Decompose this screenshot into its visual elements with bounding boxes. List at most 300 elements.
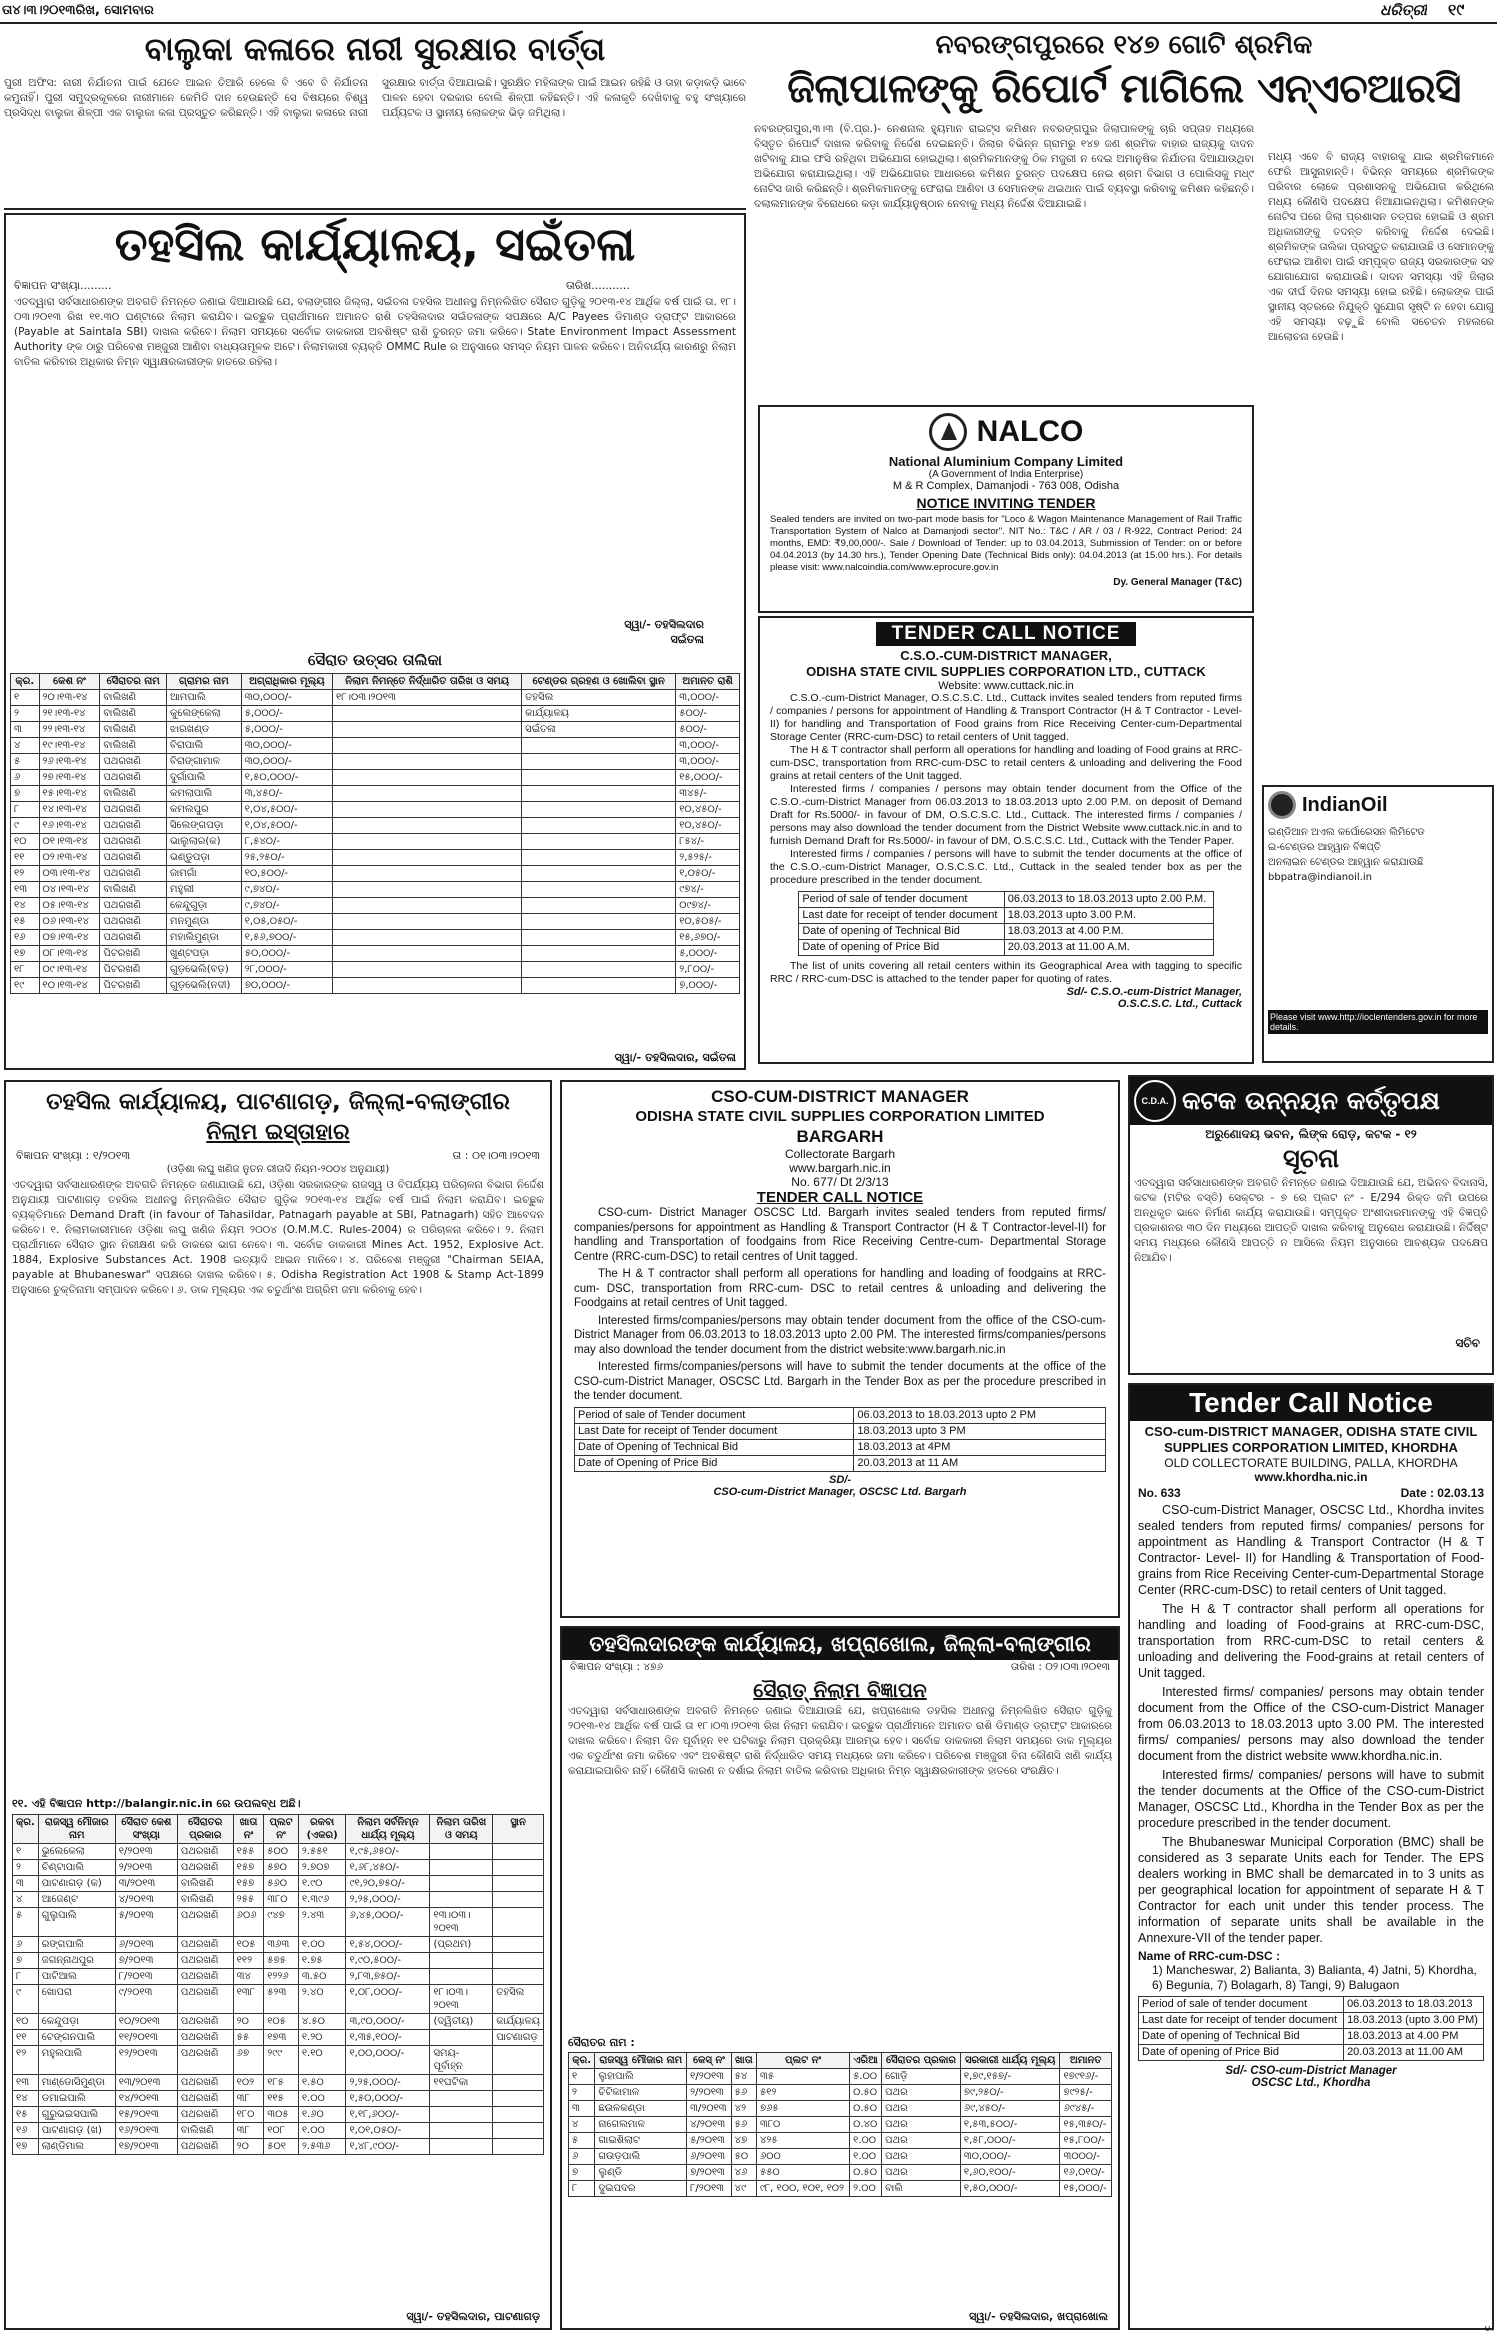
- sainthala-table-cell: [333, 946, 522, 962]
- sainthala-table-cell: ବାଲିଖଣି: [100, 738, 167, 754]
- sainthala-table-cell: [522, 850, 676, 866]
- sainthala-table-cell: ପଥରଖଣି: [100, 802, 167, 818]
- sainthala-table-header-cell: ଟେଣ୍ଡର ଗ୍ରହଣ ଓ ଖୋଲିବା ସ୍ଥାନ: [522, 674, 676, 690]
- patnagarh-table-cell: ୩୦୫: [264, 2107, 299, 2123]
- patnagarh-table-cell: ୫୨୩: [264, 1985, 299, 2014]
- patnagarh-table-cell: ସମୟ- ପୂର୍ବାହ୍ନ: [430, 2046, 493, 2075]
- khaprakhol-table-cell: ୦.୪୦: [850, 2117, 882, 2133]
- patnagarh-table-cell: ୭/୨୦୧୩: [115, 1953, 177, 1969]
- patnagarh-table-cell: [493, 1876, 544, 1892]
- patnagarh-table-cell: ୧,୩୫,୧୦୦/-: [346, 2030, 430, 2046]
- sainthala-table-cell: ୧୭: [11, 946, 40, 962]
- sainthala-signature: ସ୍ୱା/- ତହସିଲଦାର ସଇଁତଳା: [624, 618, 704, 646]
- khaprakhol-table-cell: ୧୫,୮୦୦/-: [1060, 2133, 1112, 2149]
- tender-cuttack-org: C.S.O.-CUM-DISTRICT MANAGER, ODISHA STATE CIVIL SUPPLIES CORPORATION LTD., CUTTACK: [806, 648, 1206, 679]
- patnagarh-table-cell: ୨୦: [233, 2014, 264, 2030]
- patnagarh-table-cell: ୮/୨୦୧୩: [115, 1969, 177, 1985]
- sainthala-table-cell: ୫: [11, 754, 40, 770]
- sainthala-table-cell: [333, 850, 522, 866]
- sainthala-table-cell: [522, 914, 676, 930]
- header-rule: [0, 22, 1497, 24]
- khaprakhol-table-cell: ୪୭: [731, 2133, 756, 2149]
- sainthala-table-cell: [522, 898, 676, 914]
- patnagarh-table-cell: କେନ୍ଦୁପଡ଼ା: [38, 2014, 115, 2030]
- patnagarh-table-cell: [493, 1860, 544, 1876]
- sainthala-table-cell: ୨୬।୧୩-୧୪: [39, 754, 100, 770]
- khaprakhol-table-cell: ୭୯୨୫/-: [1060, 2085, 1112, 2101]
- sainthala-table-cell: ୩: [11, 722, 40, 738]
- header-brand: ଧରିତ୍ରୀ: [1380, 1, 1427, 19]
- patnagarh-table-cell: ୧,୦୧,୦୫୦/-: [346, 2123, 430, 2139]
- patnagarh-table-row: [13, 1844, 544, 1860]
- bargarh-title3: BARGARH: [796, 1127, 884, 1146]
- patnagarh-table-cell: ୬୭: [233, 2046, 264, 2075]
- khaprakhol-table-cell: ୫୪: [731, 2069, 756, 2085]
- indianoil-notice: [1262, 785, 1494, 1063]
- sainthala-table-cell: ୧୫: [11, 914, 40, 930]
- patnagarh-table-cell: (ଦ୍ୱିତୀୟ): [430, 2014, 493, 2030]
- patnagarh-table-header-cell: ଖାତା ନଂ: [233, 1815, 264, 1844]
- sainthala-table-header-cell: କ୍ର.: [11, 674, 40, 690]
- cuttack-schedule-row: [799, 908, 1213, 924]
- khaprakhol-table-cell: ୧,୬୦,୧୦୦/-: [960, 2165, 1060, 2181]
- patnagarh-table-row: [13, 1908, 544, 1937]
- khaprakhol-table-header-cell: ଏରିଆ: [850, 2053, 882, 2069]
- sainthala-table: [10, 673, 740, 994]
- sainthala-table-cell: ଦୁର୍ଗାପାଲି: [167, 770, 242, 786]
- khaprakhol-table: [568, 2052, 1112, 2197]
- sainthala-table-cell: ୦୬।୧୩-୧୪: [39, 914, 100, 930]
- tender-cuttack-website: Website: www.cuttack.nic.in: [938, 680, 1074, 692]
- cuttack-schedule-cell: Date of opening of Price Bid: [799, 940, 1004, 956]
- patnagarh-table-cell: ୨୦: [233, 2139, 264, 2155]
- patnagarh-table-cell: [493, 2107, 544, 2123]
- sainthala-table-cell: ୫,୦୦୦/-: [676, 946, 740, 962]
- sainthala-table-cell: ବାଲିଖଣି: [100, 706, 167, 722]
- khaprakhol-table-cell: ୩୦,୦୦୦/-: [960, 2149, 1060, 2165]
- sainthala-table-cell: ୦୪।୧୩-୧୪: [39, 882, 100, 898]
- tender-cuttack-title: TENDER CALL NOTICE: [876, 622, 1137, 646]
- sainthala-table-cell: ୧,୦୫,୦୫୦/-: [241, 914, 332, 930]
- patnagarh-table-header-cell: ସୈରାତ କେଶ ସଂଖ୍ୟା: [115, 1815, 177, 1844]
- sainthala-table-cell: ୫,୦୦୦/-: [241, 722, 332, 738]
- patnagarh-table-cell: ଆଜେଣ୍ଟ: [38, 1892, 115, 1908]
- patnagarh-table-cell: ୯/୨୦୧୩: [115, 1985, 177, 2014]
- sainthala-table-cell: ୧୪।୧୩-୧୪: [39, 802, 100, 818]
- sainthala-table-cell: [333, 706, 522, 722]
- khordha-p5: The Bhubaneswar Municipal Corporation (BMC) shall be considered as 3 separate Units each for Tender. The EPS dealers working in BMC shall be demarcated in to 3 units as per geographical location for appointment of separate H & T Contractor for each unit under this tender process. The information of separate units shall be available in the Annexure-VII of the tender paper.: [1138, 1835, 1484, 1945]
- sainthala-table-cell: ୧,୦୫୦/-: [676, 866, 740, 882]
- indianoil-lines: ଇଣ୍ଡିଆନ ଅଏଲ କର୍ପୋରେସନ ଲିମିଟେଡ ଇ-ଟେଣ୍ଡର ଆହ୍ୱାନ ବିଜ୍ଞପ୍ତି ଅନଲାଇନ ଟେଣ୍ଡର ଆହ୍ୱାନ କରାଯାଉଛି bbpatra@indianoil.in: [1268, 827, 1425, 883]
- khaprakhol-table-cell: ୫୬: [731, 2085, 756, 2101]
- khaprakhol-table-cell: ୯୮, ୧୦୦, ୧୦୧, ୧୦୨: [756, 2181, 849, 2197]
- sainthala-table-cell: [333, 754, 522, 770]
- patnagarh-table-cell: ୩୪: [233, 1969, 264, 1985]
- patnagarh-table-row: [13, 1953, 544, 1969]
- patnagarh-table-cell: [493, 2046, 544, 2075]
- bargarh-notice-title: TENDER CALL NOTICE: [756, 1189, 924, 1206]
- sainthala-table-cell: କୁଲେଙ୍କେଲା: [167, 706, 242, 722]
- footer-mark: 07: [1484, 2326, 1495, 2333]
- sainthala-table-cell: ପିଟରଖଣି: [100, 962, 167, 978]
- khaprakhol-table-row: [569, 2101, 1112, 2117]
- khaprakhol-table-cell: ୩୮୦: [756, 2117, 849, 2133]
- patnagarh-table-cell: ୧.୯୦: [298, 1876, 346, 1892]
- sainthala-table-row: [11, 930, 740, 946]
- patnagarh-table-row: [13, 2139, 544, 2155]
- patnagarh-table-cell: ୧,୬୮,୪୫୦/-: [346, 1860, 430, 1876]
- sainthala-table-cell: ୭: [11, 786, 40, 802]
- sainthala-table-cell: [333, 786, 522, 802]
- patnagarh-table-header-cell: ସ୍ଥାନ: [493, 1815, 544, 1844]
- khordha-p3: Interested firms/ companies/ persons may obtain tender document from the Office of the CSO-cum-District Manager from 06.03.2013 to 18.03.2013 upto 3.00 PM. The interested firms/ companies/ persons may also download the tender document from the district website www.khordha.nic.in.: [1138, 1685, 1484, 1763]
- sainthala-table-cell: ଗୁଡ଼ଭେଲି(ବଡ଼): [167, 962, 242, 978]
- sainthala-table-cell: ୧୦,୫୦୦/-: [241, 866, 332, 882]
- bargarh-schedule-cell: 18.03.2013 upto 3 PM: [854, 1423, 1106, 1439]
- sainthala-table-cell: [522, 818, 676, 834]
- patnagarh-table-cell: ୧୭: [13, 2139, 39, 2155]
- patnagarh-table-cell: ୪/୨୦୧୩: [115, 1892, 177, 1908]
- khaprakhol-sign: ସ୍ୱା/- ତହସିଲଦାର, ଖପ୍ରାଖୋଲ: [969, 2310, 1108, 2323]
- khordha-org: CSO-cum-DISTRICT MANAGER, ODISHA STATE CIVIL SUPPLIES CORPORATION LIMITED, KHORDHA: [1144, 1424, 1478, 1455]
- sainthala-table-row: [11, 738, 740, 754]
- patnagarh-table-cell: ପଥରଖଣି: [177, 1985, 233, 2014]
- khaprakhol-table-row: [569, 2149, 1112, 2165]
- sainthala-table-cell: କମଲପୁର: [167, 802, 242, 818]
- sainthala-table-cell: ସଇଁତଳା: [522, 722, 676, 738]
- sainthala-table-cell: ବାଲିଖଣି: [100, 882, 167, 898]
- patnagarh-table-cell: ୧.୫୦: [298, 2075, 346, 2091]
- khaprakhol-table-cell: ପଥର: [882, 2133, 961, 2149]
- sainthala-notice: [4, 213, 746, 1070]
- patnagarh-date: ତା : ୦୧।୦୩।୨୦୧୩: [452, 1149, 540, 1162]
- bargarh-p4: Interested firms/companies/persons will have to submit the tender documents at the office of the CSO-cum-District Manager, OSCSC Ltd. Bargarh in the Tender Box as per the procedure prescribed in the tender document.: [574, 1361, 1106, 1402]
- patnagarh-table-cell: ୧,୫୪,୦୦୦/-: [346, 1937, 430, 1953]
- khaprakhol-ref: ବିଜ୍ଞାପନ ସଂଖ୍ୟା : ୪୭୬: [570, 1661, 664, 1673]
- patnagarh-table-cell: ୧,୯୫,୬୫୦/-: [346, 1844, 430, 1860]
- sainthala-title: ତହସିଲ କାର୍ଯ୍ୟାଳୟ, ସଇଁତଳା: [114, 217, 636, 271]
- sainthala-table-cell: ୩,୦୦୦/-: [676, 754, 740, 770]
- patnagarh-table-cell: ଗୁରୁଭଇସପାଲି: [38, 2107, 115, 2123]
- patnagarh-table-cell: ୧୨: [13, 2046, 39, 2075]
- patnagarh-table-cell: ୨୫୫: [233, 1892, 264, 1908]
- right-column-article: ମଧ୍ୟ ଏବେ ବି ରାଜ୍ୟ ବାହାରକୁ ଯାଇ ଶ୍ରମିକମାନେ ଫେରି ଆସୁନାହାନ୍ତି। ବିଭିନ୍ନ ସମୟରେ ଶ୍ରମିକଙ୍କ ପରିବାର ଲୋକେ ପ୍ରଶାସନକୁ ଅଭିଯୋଗ କରିଥିଲେ ମଧ୍ୟ କୌଣସି ପଦକ୍ଷେପ ନିଆଯାଇନଥିଲା। କମିଶନଙ୍କ ନୋଟିସ ପରେ ଜିଲା ପ୍ରଶାସନ ତତ୍ପର ହୋଇଛି ଓ ଶ୍ରମ ଅଧିକାରୀଙ୍କୁ ତଦନ୍ତ କରିବାକୁ ନିର୍ଦ୍ଦେଶ ଦେଇଛି। ଶ୍ରମିକଙ୍କ ତାଲିକା ପ୍ରସ୍ତୁତ କରାଯାଉଛି ଓ ସେମାନଙ୍କୁ ଫେରାଇ ଆଣିବା ପାଇଁ ସମ୍ପୃକ୍ତ ରାଜ୍ୟ ସରକାରଙ୍କ ସହ ଯୋଗାଯୋଗ କରାଯାଉଛି। ଦାଦନ ସମସ୍ୟା ଏହି ଜିଲାର ଏକ ଦୀର୍ଘ ଦିନର ସମସ୍ୟା ହୋଇ ରହିଛି। ଲୋକଙ୍କ ପାଇଁ ସ୍ଥାନୀୟ ସ୍ତରରେ ନିଯୁକ୍ତି ସୁଯୋଗ ସୃଷ୍ଟି ନ ହେବା ଯୋଗୁ ଏହି ସମସ୍ୟା ବଢ଼ୁଛି ବୋଲି ସଚେତନ ମହଲରେ ଆଲୋଚନା ହେଉଛି।: [1268, 151, 1494, 343]
- patnagarh-table-cell: ଲାଣ୍ଡିମାଲ: [38, 2139, 115, 2155]
- cuttack-schedule-cell: 18.03.2013 at 4.00 P.M.: [1004, 924, 1213, 940]
- khaprakhol-table-row: [569, 2117, 1112, 2133]
- sainthala-table-cell: ୦୧।୧୩-୧୪: [39, 834, 100, 850]
- sainthala-table-cell: ୨,୫୨୫/-: [676, 850, 740, 866]
- sainthala-table-header-cell: ନିଲାମ ନିମନ୍ତେ ନିର୍ଦ୍ଧାରିତ ତାରିଖ ଓ ସମୟ: [333, 674, 522, 690]
- patnagarh-table-cell: ୯: [13, 1985, 39, 2014]
- patnagarh-table-cell: ୨.୭୦୭: [298, 1860, 346, 1876]
- sainthala-table-cell: ୧୫,୬୭୦/-: [676, 930, 740, 946]
- patnagarh-table-header-cell: ନିଲାମ ତାରିଖ ଓ ସମୟ: [430, 1815, 493, 1844]
- khordha-schedule-cell: 18.03.2013 (upto 3.00 PM): [1344, 2013, 1484, 2029]
- sainthala-table-cell: [333, 882, 522, 898]
- patnagarh-table-cell: [493, 1892, 544, 1908]
- patnagarh-table: [12, 1814, 544, 2155]
- patnagarh-table-cell: ୧୦୮: [264, 2123, 299, 2139]
- sainthala-table-cell: ୨: [11, 706, 40, 722]
- sainthala-table-cell: [333, 834, 522, 850]
- khordha-rrc-list: 1) Mancheswar, 2) Balianta, 3) Balianta, 4) Jatni, 5) Khordha, 6) Begunia, 7) Bolagarh, 8) Tangi, 9) Balugaon: [1152, 1963, 1477, 1992]
- sainthala-ref: ବିଜ୍ଞାପନ ସଂଖ୍ୟା.........: [14, 279, 112, 292]
- khaprakhol-table-header-cell: ଅମାନତ: [1060, 2053, 1112, 2069]
- sainthala-table-cell: ପିଟରଖଣି: [100, 978, 167, 994]
- patnagarh-table-cell: ୪: [13, 1892, 39, 1908]
- bargarh-title1: CSO-CUM-DISTRICT MANAGER: [711, 1087, 969, 1106]
- patnagarh-table-cell: [430, 2091, 493, 2107]
- sainthala-table-cell: ୧୦,୪୫୦/-: [676, 802, 740, 818]
- patnagarh-table-cell: ୧୮୫: [264, 2075, 299, 2091]
- khaprakhol-table-row: [569, 2133, 1112, 2149]
- bargarh-notice: [560, 1080, 1120, 1618]
- khordha-schedule-cell: Last date for receipt of tender document: [1139, 2013, 1344, 2029]
- khordha-title: Tender Call Notice: [1130, 1385, 1492, 1421]
- khaprakhol-table-cell: ଦୁଇପଦର: [595, 2181, 687, 2197]
- patnagarh-table-cell: ୨.୫୫୧: [298, 1844, 346, 1860]
- patnagarh-table-cell: ୧,୧୮,୬୦୦/-: [346, 2107, 430, 2123]
- patnagarh-table-row: [13, 1876, 544, 1892]
- sainthala-table-cell: ବାଲିଖଣି: [100, 690, 167, 706]
- patnagarh-table-cell: ଜଗନ୍ନାଥପୁର: [38, 1953, 115, 1969]
- sainthala-table-cell: ପଥରଖଣି: [100, 754, 167, 770]
- sainthala-table-cell: ମନମୁଣ୍ଡା: [167, 914, 242, 930]
- khaprakhol-table-cell: ୪୨: [731, 2101, 756, 2117]
- page-header: [0, 0, 1497, 22]
- khordha-schedule-cell: 06.03.2013 to 18.03.2013: [1344, 1997, 1484, 2013]
- patnagarh-table-cell: [493, 2075, 544, 2091]
- sainthala-table-header-cell: ଗ୍ରାମର ନାମ: [167, 674, 242, 690]
- bargarh-p3: Interested firms/companies/persons may obtain tender document from the office of the CSO-cum- District Manager from 06.03.2013 to 18.03.2013 upto 2.00 PM. The interested firms/companies/persons may also download the tender document from the district website:www.bargarh.nic.in: [574, 1314, 1106, 1356]
- sainthala-table-row: [11, 946, 740, 962]
- patnagarh-table-cell: ୧୦୫: [233, 1937, 264, 1953]
- sainthala-table-cell: ୧,୦୪,୫୦୦/-: [241, 818, 332, 834]
- sainthala-table-row: [11, 866, 740, 882]
- patnagarh-table-cell: ୧୮।୦୩।୨୦୧୩: [430, 1985, 493, 2014]
- khordha-address: OLD COLLECTORATE BUILDING, PALLA, KHORDHA: [1164, 1456, 1458, 1470]
- sainthala-table-cell: [522, 770, 676, 786]
- khordha-schedule-cell: Date of opening of Technical Bid: [1139, 2029, 1344, 2045]
- patnagarh-table-cell: ୨.୪୦: [298, 1985, 346, 2014]
- patnagarh-table-cell: ୧୫: [13, 2107, 39, 2123]
- sainthala-table-cell: ପଥରଖଣି: [100, 866, 167, 882]
- nalco-body: Sealed tenders are invited on two-part mode basis for "Loco & Wagon Maintenance Management of Rail Traffic Transportation System of Nalco at Damanjodi sector". NIT No.: T&C / AR / 03 / R-922, Contract Period: 24 months, EMD: ₹9,00,000/-. Sale / Download of Tender: up to 03.04.2013, Submission of Tender: on or before 04.04.2013 (by 14.30 hrs.), Tender Opening Date (Technical Bids only): 04.04.2013 (at 15.00 hrs.). For details please visit: www.nalcoindia.com/www.eprocure.gov.in: [770, 514, 1242, 573]
- khaprakhol-table-cell: ୪/୨୦୧୩: [687, 2117, 732, 2133]
- sainthala-table-cell: ୧୦: [11, 834, 40, 850]
- patnagarh-table-cell: ପଥରଖଣି: [177, 1844, 233, 1860]
- sainthala-table-cell: ୦୫।୧୩-୧୪: [39, 898, 100, 914]
- sainthala-table-row: [11, 914, 740, 930]
- patnagarh-table-header-cell: ରକବା (ଏକର): [298, 1815, 346, 1844]
- patnagarh-table-cell: ୧୮୦: [233, 2107, 264, 2123]
- sainthala-table-cell: [522, 802, 676, 818]
- patnagarh-table-cell: [430, 2107, 493, 2123]
- patnagarh-table-cell: [493, 1844, 544, 1860]
- sainthala-table-cell: ୦୭।୧୩-୧୪: [39, 930, 100, 946]
- tender-cuttack-p4: Interested firms / companies / persons will have to submit the tender documents at the office of the C.S.O.-cum-District Manager, O.S.C.S.C. Ltd., Cuttack in the sealed tender box as per the procedure prescribed in the tender document.: [770, 848, 1242, 886]
- sainthala-table-cell: ବିରାଙ୍ଗାମାଳ: [167, 754, 242, 770]
- patnagarh-table-cell: ୪.୫୦: [298, 2014, 346, 2030]
- khordha-schedule-cell: 18.03.2013 at 4.00 PM: [1344, 2029, 1484, 2045]
- sainthala-table-cell: [522, 786, 676, 802]
- patnagarh-table-cell: ଚିଣ୍ଟାପାଲି: [38, 1860, 115, 1876]
- sainthala-table-cell: ୩୦,୦୦୦/-: [241, 738, 332, 754]
- patnagarh-table-row: [13, 1937, 544, 1953]
- sainthala-table-cell: ଭାଲୁଲାର(କ): [167, 834, 242, 850]
- patnagarh-table-cell: ୩୮୦: [264, 1892, 299, 1908]
- patnagarh-table-cell: ୨,୮୩,୭୫୦/-: [346, 1969, 430, 1985]
- khaprakhol-table-cell: ପଥର: [882, 2101, 961, 2117]
- patnagarh-table-cell: [430, 1892, 493, 1908]
- khaprakhol-table-cell: ୦.୫୦: [850, 2165, 882, 2181]
- khaprakhol-table-cell: ୩: [569, 2101, 595, 2117]
- khordha-notice: [1128, 1383, 1494, 2330]
- sainthala-table-cell: [522, 738, 676, 754]
- patnagarh-table-cell: [430, 1860, 493, 1876]
- patnagarh-table-cell: ୧୬: [13, 2123, 39, 2139]
- khordha-rrc-title: Name of RRC-cum-DSC :: [1138, 1949, 1281, 1963]
- bargarh-schedule-cell: Date of Opening of Price Bid: [575, 1455, 854, 1471]
- patnagarh-table-cell: ତହସିଲ: [493, 1985, 544, 2014]
- sainthala-table-cell: ୫୦,୦୦୦/-: [241, 946, 332, 962]
- patnagarh-table-cell: ୧୩।୦୩।୨୦୧୩: [430, 1908, 493, 1937]
- cda-body: ଏତଦ୍ୱାରା ସର୍ବସାଧାରଣଙ୍କ ଅବଗତି ନିମନ୍ତେ ଜଣାଇ ଦିଆଯାଉଛି ଯେ, ଅଭିନବ ବିଦାନାସି, କଟକ (ମଟିର ବସ୍ତି) ସେକ୍ଟର - ୭ ରେ ପ୍ଲଟ ନଂ - E/294 ରିକ୍ତ ଜମି ଉପରେ ଅନଧିକୃତ ଭାବେ ନିର୍ମାଣ କାର୍ଯ୍ୟ କରାଯାଉଛି। ସମ୍ପୃକ୍ତ ଅଂଶୀଦାରମାନଙ୍କୁ ଏହି ବିଜ୍ଞପ୍ତି ପ୍ରକାଶନର ୩୦ ଦିନ ମଧ୍ୟରେ ଆପତ୍ତି ଦାଖଲ କରିବାକୁ ଅନୁରୋଧ କରାଯାଉଛି। ନିର୍ଦ୍ଦିଷ୍ଟ ସମୟ ମଧ୍ୟରେ କୌଣସି ଆପତ୍ତି ନ ଆସିଲେ ନିୟମ ଅନୁସାରେ ଆବଶ୍ୟକ ପଦକ୍ଷେପ ନିଆଯିବ।: [1134, 1177, 1488, 1264]
- sainthala-table-cell: ପଥରଖଣି: [100, 930, 167, 946]
- bargarh-schedule-row: [575, 1407, 1106, 1423]
- patnagarh-title: ତହସିଲ କାର୍ଯ୍ୟାଳୟ, ପାଟଣାଗଡ଼, ଜିଲ୍ଲା-ବଲାଙ୍ଗୀର: [46, 1089, 510, 1115]
- sainthala-table-cell: ୨୭।୧୩-୧୪: [39, 770, 100, 786]
- khaprakhol-table-cell: ୬/୨୦୧୩: [687, 2149, 732, 2165]
- sainthala-table-cell: ୩,୦୦୦/-: [676, 738, 740, 754]
- cuttack-schedule-row: [799, 940, 1213, 956]
- khordha-schedule-row: [1139, 2045, 1484, 2061]
- sainthala-table-cell: [333, 962, 522, 978]
- cuttack-schedule-cell: Date of opening of Technical Bid: [799, 924, 1004, 940]
- patnagarh-table-cell: ୧.୨୦: [298, 2030, 346, 2046]
- sainthala-table-cell: କାର୍ଯ୍ୟାଳୟ: [522, 706, 676, 722]
- khaprakhol-table-cell: ୧୬,୦୧୦/-: [1060, 2165, 1112, 2181]
- sainthala-table-cell: ୨,୮୦୦/-: [676, 962, 740, 978]
- patnagarh-table-row: [13, 2107, 544, 2123]
- sainthala-table-cell: ୯,୭୪୦/-: [241, 898, 332, 914]
- patnagarh-ref: ବିଜ୍ଞାପନ ସଂଖ୍ୟା : ୧/୨୦୧୩: [16, 1149, 131, 1162]
- sainthala-table-cell: ପଥରଖଣି: [100, 770, 167, 786]
- patnagarh-table-row: [13, 2046, 544, 2075]
- nalco-company-sub: (A Government of India Enterprise): [928, 469, 1084, 480]
- patnagarh-table-cell: ୧୧: [13, 2030, 39, 2046]
- khaprakhol-table-cell: ଲୁହାପାଲି: [595, 2069, 687, 2085]
- bargarh-schedule-cell: 06.03.2013 to 18.03.2013 upto 2 PM: [854, 1407, 1106, 1423]
- sainthala-table-cell: ୨୧।୧୩-୧୪: [39, 706, 100, 722]
- khaprakhol-table-header-cell: ଖାତା: [731, 2053, 756, 2069]
- patnagarh-table-cell: ୧୫୫: [233, 1844, 264, 1860]
- khaprakhol-table-cell: ୨: [569, 2085, 595, 2101]
- patnagarh-notice: [4, 1080, 552, 2330]
- patnagarh-body: ଏତଦ୍ୱାରା ସର୍ବସାଧାରଣଙ୍କ ଅବଗତି ନିମନ୍ତେ ଜଣାଯାଉଛି ଯେ, ଓଡ଼ିଶା ସରକାରଙ୍କ ରାଜସ୍ୱ ଓ ବିପର୍ଯ୍ୟୟ ପରିଚାଳନା ବିଭାଗ ନିର୍ଦ୍ଦେଶ ଅନୁଯାୟୀ ପାଟଣାଗଡ଼ ତହସିଲ ଅଧୀନସ୍ଥ ନିମ୍ନଲିଖିତ ସୈରାତ ଗୁଡ଼ିକ ୨୦୧୩-୧୪ ଆର୍ଥିକ ବର୍ଷ ପାଇଁ ନିଲାମ କରାଯିବ। ଇଚ୍ଛୁକ ବ୍ୟକ୍ତିମାନେ Demand Draft (in favour of Tahasildar, Patnagarh payable at SBI, Patnagarh) ସହିତ ଆବେଦନ କରିବେ। ୧. ନିଲାମକାରୀମାନେ ଓଡ଼ିଶା ଲଘୁ ଖଣିଜ ନିୟମ ୨୦୦୪ (O.M.M.C. Rules-2004) ର ପରିଚାଳନା କରିବେ। ୨. ନିଲାମ ପ୍ରାର୍ଥୀମାନେ ସୈରାତ ସ୍ଥାନ ନିରୀକ୍ଷଣ କରି ଡାକରେ ଭାଗ ନେବେ। ୩. ସର୍ବୋଚ୍ଚ ଡାକକାରୀ Mines Act. 1952, Explosive Act. 1884, Explosive Substances Act. 1908 ଇତ୍ୟାଦି ଆଇନ ମାନିବେ। ୪. ପରିବେଶ ମଞ୍ଜୁରୀ "Chairman SEIAA, payable at Bhubaneswar" ସପକ୍ଷରେ ଦାଖଲ କରିବେ। ୫. Odisha Registration Act 1908 & Stamp Act-1899 ଅନୁସାରେ ଚୁକ୍ତିନାମା ସମ୍ପାଦନ କରିବେ। ୬. ଡାକ ମୂଲ୍ୟର ଏକ ଚତୁର୍ଥାଂଶ ଅଗ୍ରିମ ଜମା କରିବାକୁ ହେବ।: [12, 1179, 544, 1296]
- patnagarh-table-header-cell: ନିଲାମ ସର୍ବନିମ୍ନ ଧାର୍ଯ୍ୟ ମୂଲ୍ୟ: [346, 1815, 430, 1844]
- khordha-schedule-cell: 20.03.2013 at 11.00 AM: [1344, 2045, 1484, 2061]
- cuttack-schedule-cell: 20.03.2013 at 11.00 A.M.: [1004, 940, 1213, 956]
- khaprakhol-table-cell: ୧,୫୩,୫୦୦/-: [960, 2117, 1060, 2133]
- patnagarh-table-cell: ପଥରଖଣି: [177, 2014, 233, 2030]
- patnagarh-table-row: [13, 2014, 544, 2030]
- tender-cuttack-schedule: [798, 891, 1213, 956]
- sainthala-table-cell: ଗୁଡ଼ଭେଲି(ନଦୀ): [167, 978, 242, 994]
- sainthala-table-cell: ୩,୪୫୦/-: [241, 786, 332, 802]
- sainthala-table-cell: ୧୩: [11, 882, 40, 898]
- patnagarh-table-cell: [493, 1937, 544, 1953]
- sainthala-table-cell: ତହସିଲ: [522, 690, 676, 706]
- patnagarh-table-cell: ୮: [13, 1969, 39, 1985]
- khaprakhol-title: ତହସିଲଦାରଙ୍କ କାର୍ଯ୍ୟାଳୟ, ଖପ୍ରାଖୋଲ, ଜିଲ୍ଲା-ବଲାଙ୍ଗୀର: [562, 1628, 1118, 1660]
- khaprakhol-table-cell: ୧୭୯୧୬/-: [1060, 2069, 1112, 2085]
- indianoil-site: Please visit www.http://ioclentenders.gov.in for more details.: [1268, 1010, 1488, 1034]
- patnagarh-table-header-cell: ସୈରାତର ପ୍ରକାର: [177, 1815, 233, 1844]
- khaprakhol-table-header-cell: ପ୍ଲଟ ନଂ: [756, 2053, 849, 2069]
- sainthala-table-cell: ବିରାପାଲି: [167, 738, 242, 754]
- patnagarh-table-header-cell: କ୍ର.: [13, 1815, 39, 1844]
- patnagarh-table-cell: ୬: [13, 1937, 39, 1953]
- sainthala-table-cell: ୦୩।୧୩-୧୪: [39, 866, 100, 882]
- khaprakhol-table-header-cell: କ୍ର.: [569, 2053, 595, 2069]
- patnagarh-table-cell: ବାଲିଖଣି: [177, 1892, 233, 1908]
- khordha-sign: Sd/- CSO-cum-District Manager OSCSC Ltd., Khordha: [1225, 2065, 1397, 2089]
- khaprakhol-table-cell: ବାଲି: [882, 2181, 961, 2197]
- patnagarh-table-cell: ପଥରଖଣି: [177, 1953, 233, 1969]
- patnagarh-table-cell: ୧୨୨୬: [264, 1969, 299, 1985]
- sainthala-table-cell: ୧,୦୪,୫୦୦/-: [241, 802, 332, 818]
- patnagarh-table-cell: ୧.୭୫: [298, 1953, 346, 1969]
- sainthala-table-cell: [522, 978, 676, 994]
- patnagarh-table-cell: ପଥରଖଣି: [177, 2075, 233, 2091]
- patnagarh-table-cell: ପାଟଣାଗଡ଼: [493, 2030, 544, 2046]
- patnagarh-table-cell: ୭: [13, 1953, 39, 1969]
- khaprakhol-table-cell: ୫୫୦: [756, 2165, 849, 2181]
- patnagarh-table-row: [13, 2123, 544, 2139]
- patnagarh-table-cell: ୧୭/୨୦୧୩: [115, 2139, 177, 2155]
- patnagarh-table-cell: ପଥରଖଣି: [177, 2030, 233, 2046]
- patnagarh-table-cell: ୧.୦୦: [298, 2123, 346, 2139]
- sainthala-table-row: [11, 834, 740, 850]
- sainthala-table-cell: ୧୯: [11, 978, 40, 994]
- patnagarh-table-cell: ୧.୦୦: [298, 1937, 346, 1953]
- sainthala-table-cell: ୧୬।୧୩-୧୪: [39, 818, 100, 834]
- khaprakhol-table-cell: ୧: [569, 2069, 595, 2085]
- patnagarh-table-cell: ୨.୫୩୬: [298, 2139, 346, 2155]
- bargarh-schedule: [574, 1407, 1106, 1472]
- sainthala-table-row: [11, 706, 740, 722]
- sainthala-table-cell: ୧୯।୧୩-୧୪: [39, 738, 100, 754]
- khaprakhol-table-cell: ୫୬: [731, 2117, 756, 2133]
- bargarh-website: www.bargarh.nic.in: [789, 1161, 891, 1175]
- khaprakhol-table-cell: ୮/୨୦୧୩: [687, 2181, 732, 2197]
- khaprakhol-table-cell: ୨.୦୦: [850, 2181, 882, 2197]
- sainthala-table-row: [11, 754, 740, 770]
- nalco-address: M & R Complex, Damanjodi - 763 008, Odisha: [892, 480, 1120, 492]
- khaprakhol-table-cell: ଗଉଡ଼ପାଲି: [595, 2149, 687, 2165]
- sainthala-table-cell: ଖୁଣ୍ଟପଡ଼ା: [167, 946, 242, 962]
- sainthala-table-cell: ୮,୫୪୦/-: [241, 834, 332, 850]
- sainthala-table-cell: ୫୦୦/-: [676, 706, 740, 722]
- patnagarh-table-cell: ପାଟଣାଗଡ଼ (ଖ): [38, 2123, 115, 2139]
- sainthala-table-row: [11, 962, 740, 978]
- bargarh-sign: SD/- CSO-cum-District Manager, OSCSC Ltd. Bargarh: [713, 1473, 967, 1498]
- bargarh-schedule-cell: 18.03.2013 at 4PM: [854, 1439, 1106, 1455]
- patnagarh-table-cell: [430, 2139, 493, 2155]
- patnagarh-table-cell: ୧୪: [13, 2091, 39, 2107]
